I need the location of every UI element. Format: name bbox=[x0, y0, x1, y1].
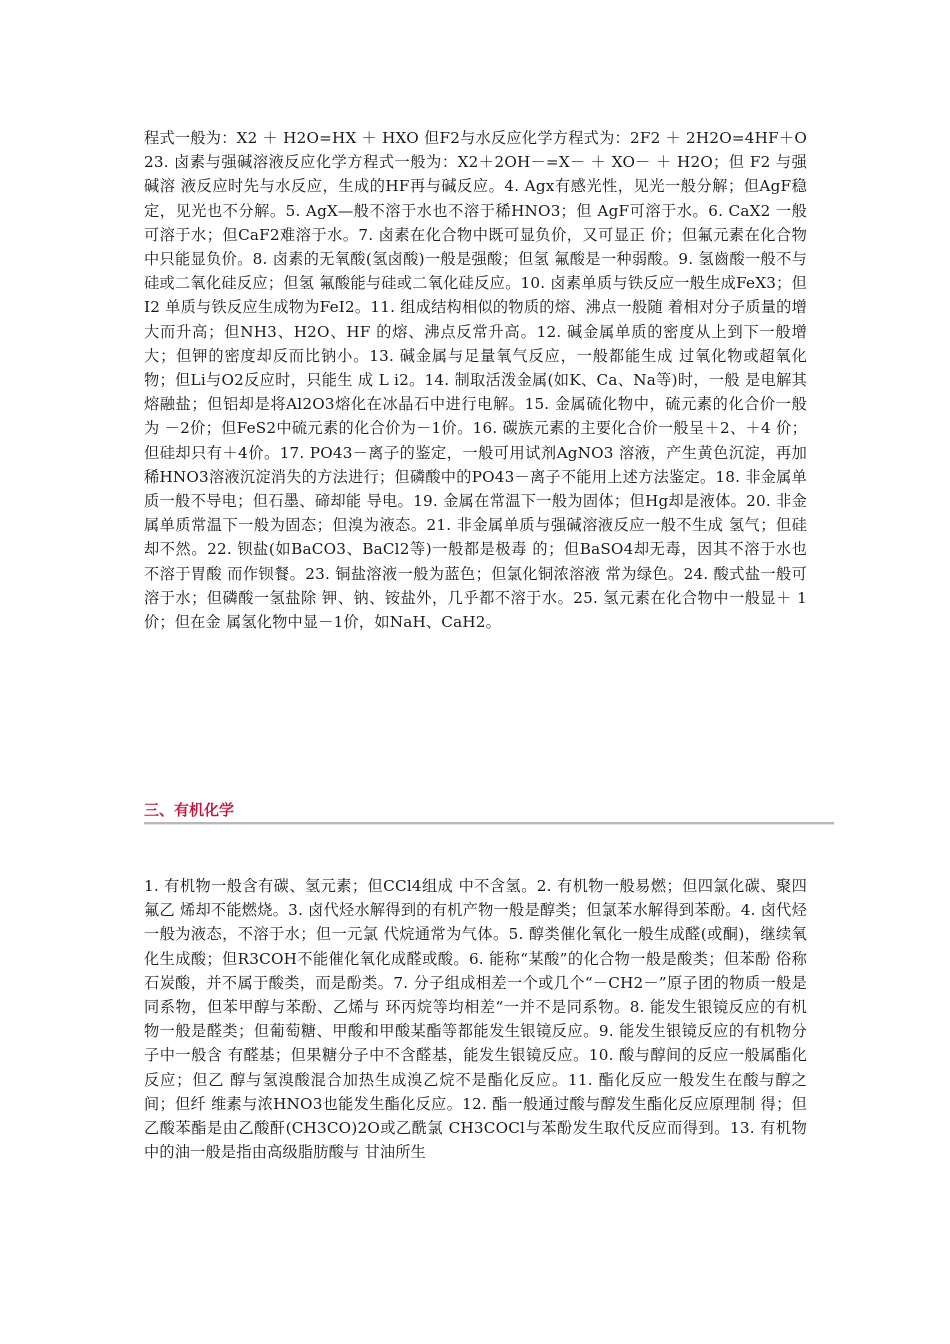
body-paragraph-inorganic: 程式一般为：X2 ＋ H2O=HX ＋ HXO 但F2与水反应化学方程式为：2F2 ＋ 2H2O=4HF＋O23. 卤素与强碱溶液反应化学方程式一般为：X2＋2OH－=X－ ＋ XO－ ＋ H2O；但 F2 与强碱溶 液反应时先与水反应，生成的HF再与碱反应。4. Agx有感光性，见光一般分解；但AgF稳 定，见光也不分解。5. AgX—般不溶于水也不溶于稀HNO3；但 AgF可溶于水。6. CaX2 一般可溶于水；但CaF2难溶于水。7. 卤素在化合物中既可显负价，又可显正 价；但氟元素在化合物中只能显负价。8. 卤素的无氧酸(氢卤酸)一般是强酸；但氢 氟酸是一种弱酸。9. 氢齒酸一般不与硅或二氧化硅反应；但氢 氟酸能与硅或二氧化硅反应。10. 卤素单质与铁反应一般生成FeX3；但I2 单质与铁反应生成物为FeI2。11. 组成结构相似的物质的熔、沸点一般随 着相对分子质量的增大而升高；但NH3、H2O、HF 的熔、沸点反常升高。12. 碱金属单质的密度从上到下一般增大；但钾的密度却反而比钠小。13. 碱金属与足量氧气反应，一般都能生成 过氧化物或超氧化物；但Li与O2反应时，只能生 成 L i2。14. 制取活泼金属(如K、Ca、Na等)时，一般 是电解其熔融盐；但铝却是将Al2O3熔化在冰晶石中进行电解。15. 金属硫化物中，硫元素的化合价一般为 －2价；但FeS2中硫元素的化合价为－1价。16. 碳族元素的主要化合价一般呈＋2、＋4 价；但硅却只有＋4价。17. PO43－离子的鉴定，一般可用试剂AgNO3 溶液，产生黄色沉淀，再加稀HNO3溶液沉淀消失的方法进行；但磷酸中的PO43－离子不能用上述方法鉴定。18. 非金属单质一般不导电；但石墨、碲却能 导电。19. 金属在常温下一般为固体；但Hg却是液体。20. 非金属单质常温下一般为固态；但溴为液态。21. 非金属单质与强碱溶液反应一般不生成 氢气；但硅却不然。22. 钡盐(如BaCO3、BaCl2等)一般都是极毒 的；但BaSO4却无毒，因其不溶于水也不溶于胃酸 而作钡餐。23. 铜盐溶液一般为蓝色；但氯化铜浓溶液 常为绿色。24. 酸式盐一般可溶于水；但磷酸一氢盐除 钾、钠、铵盐外，几乎都不溶于水。25. 氢元素在化合物中一般显＋ 1价；但在金 属氢化物中显－1价，如NaH、CaH2。 bbox=[144, 129, 807, 632]
section-divider bbox=[144, 822, 834, 825]
body-paragraph-organic: 1. 有机物一般含有碳、氢元素；但CCl4组成 中不含氢。2. 有机物一般易燃；但四氯化碳、聚四氟乙 烯却不能燃烧。3. 卤代烃水解得到的有机产物一般是醇类；但氯苯水解得到苯酚。4. 卤代烃一般为液态，不溶于水；但一元氯 代烷通常为气体。5. 醇类催化氧化一般生成醛(或酮)，继续氧化生成酸；但R3COH不能催化氧化成醛或酸。6. 能称“某酸”的化合物一般是酸类；但苯酚 俗称石炭酸，并不属于酸类，而是酚类。7. 分子组成相差一个或几个“－CH2－”原子团的物质一般是同系物，但苯甲醇与苯酚、乙烯与 环丙烷等均相差“一并不是同系物。8. 能发生银镜反应的有机物一般是醛类；但葡萄糖、甲酸和甲酸某酯等都能发生银镜反应。9. 能发生银镜反应的有机物分子中一般含 有醛基；但果糖分子中不含醛基，能发生银镜反应。10. 酸与醇间的反应一般属酯化反应；但乙 醇与氢溴酸混合加热生成溴乙烷不是酯化反应。11. 酯化反应一般发生在酸与醇之间；但纤 维素与浓HNO3也能发生酯化反应。12. 酯一般通过酸与醇发生酯化反应原理制 得；但乙酸苯酯是由乙酸酐(CH3CO)2O或乙酰氯 CH3COCl与苯酚发生取代反应而得到。13. 有机物中的油一般是指由高级脂肪酸与 甘油所生 bbox=[144, 877, 807, 1162]
section-heading-organic-chemistry: 三、有机化学 bbox=[144, 801, 235, 819]
